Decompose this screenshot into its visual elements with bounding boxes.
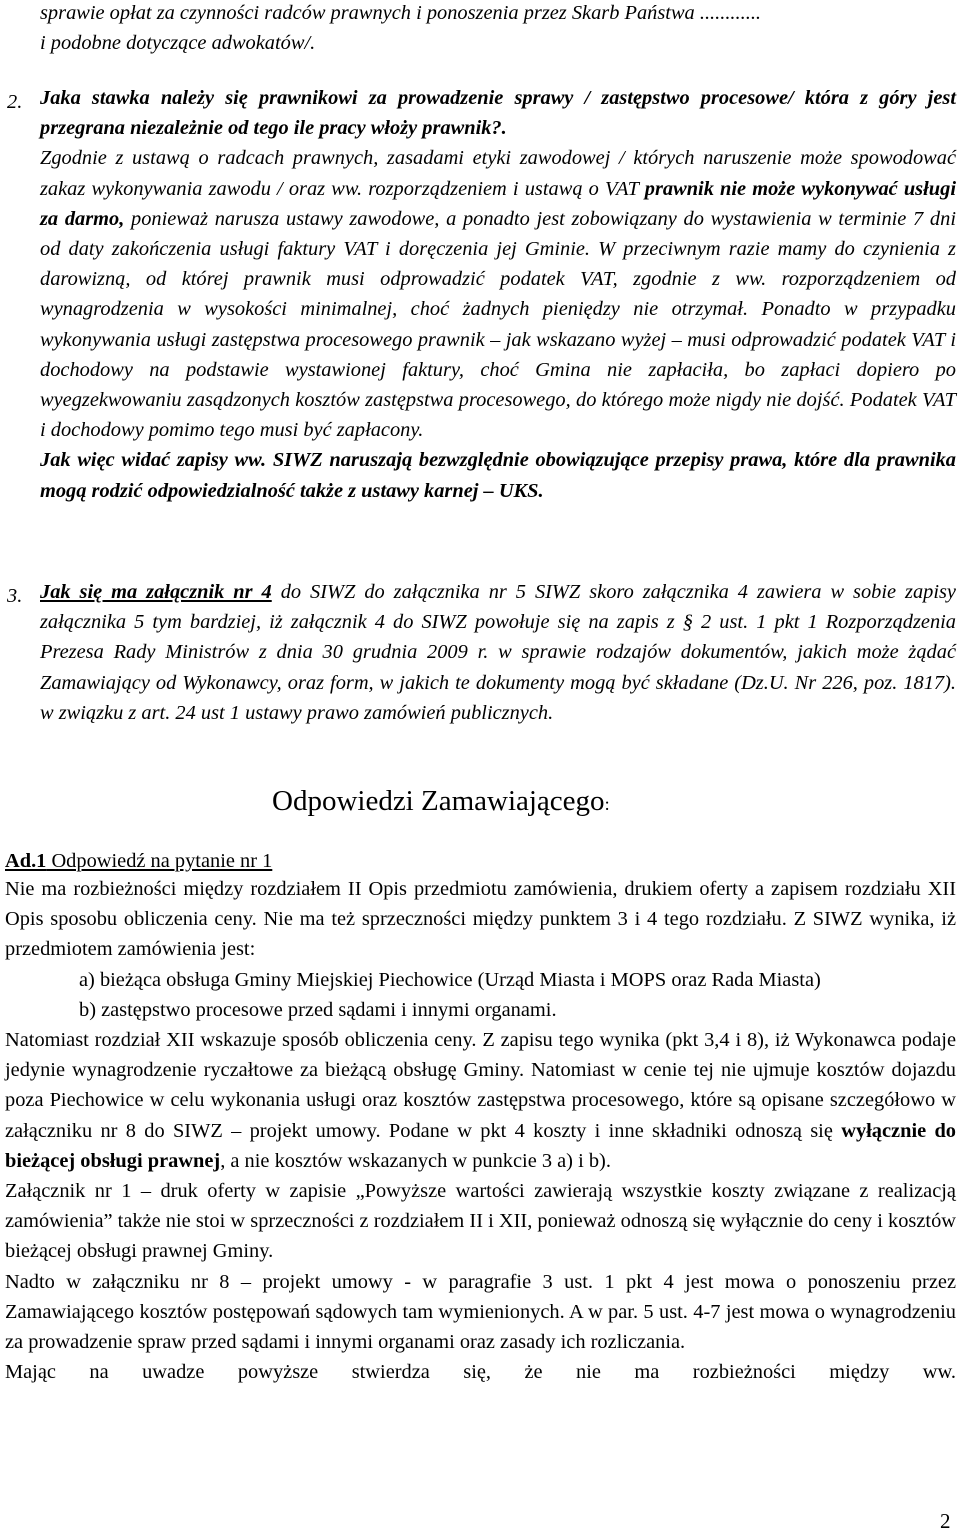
section-heading	[272, 783, 610, 822]
section-heading-text: Odpowiedzi Zamawiającego	[272, 785, 605, 817]
question-2-text-a: Zgodnie z ustawą o radcach prawnych, zasadami etyki zawodowej / których naruszenie może spowodować zakaz wykonywania zawodu / oraz ww. rozporządzeniem i ustawą o VAT	[40, 147, 956, 200]
question-2-title: Jaka stawka należy się prawnikowi za prowadzenie sprawy / zastępstwo procesowe/ która z góry jest przegrana niezależnie od tego ile pracy włoży prawnik?.	[40, 87, 956, 140]
answer-1-p1: Nie ma rozbieżności między rozdziałem II Opis przedmiotu zamówienia, drukiem oferty a zapisem rozdziału XII Opis sposobu obliczenia ceny. Nie ma też sprzeczności między punktem 3 i 4 tego rozdziału. Z SIWZ wynika, iż przedmiotem zamówienia jest:	[5, 878, 956, 961]
answer-1-body	[5, 874, 956, 1387]
page-number: 2	[940, 1509, 951, 1533]
answer-1-p4: Nadto w załączniku nr 8 – projekt umowy - w paragrafie 3 ust. 1 pkt 4 jest mowa o ponoszeniu przez Zamawiającego kosztów postępowań sądowych tam wymienionych. A w par. 5 ust. 4-7 jest mowa o wynagrodzeniu za prowadzenie spraw przed sądami i innymi organami oraz zasady ich rozliczania.	[5, 1270, 956, 1354]
answer-1-title-bold: Ad.1	[5, 850, 47, 872]
question-3-text: do SIWZ do załącznika nr 5 SIWZ skoro załącznika 4 zawiera w sobie zapisy załącznika 5 tym bardziej, iż załącznik 4 do SIWZ powołuje się na zapis z § 2 ust. 1 pkt 1 Rozporządzenia Prezesa Rady Ministrów z dnia 30 grudnia 2009 r. w sprawie rodzajów dokumentów, jakich może żądać Zamawiający od Wykonawcy, oraz form, w jakich te dokumenty mogą być składane (Dz.U. Nr 226, poz. 1817). w związku z art. 24 ust 1 ustawy prawo zamówień publicznych.	[40, 581, 956, 724]
answer-1-p5: Mając na uwadze powyższe stwierdza się, że nie ma rozbieżności między ww.	[5, 1361, 956, 1384]
answer-1-p2-bold: wyłącznie do bieżącej obsługi prawnej	[5, 1119, 956, 1172]
intro-line-1: sprawie opłat za czynności radców prawnych i ponoszenia przez Skarb Państwa ............	[40, 2, 762, 24]
question-2-conclusion: Jak więc widać zapisy ww. SIWZ naruszają bezwzględnie obowiązujące przepisy prawa, które dla prawnika mogą rodzić odpowiedzialność także z ustawy karnej – UKS.	[40, 449, 956, 502]
answer-1-item-a: a) bieżąca obsługa Gminy Miejskiej Piechowice (Urząd Miasta i MOPS oraz Rada Miasta)	[79, 968, 821, 991]
question-3-body	[40, 577, 956, 728]
intro-paragraph	[40, 0, 956, 58]
answer-1-p2	[5, 1025, 956, 1176]
question-2-number: 2.	[7, 91, 23, 113]
answer-1-p3: Załącznik nr 1 – druk oferty w zapisie „Powyższe wartości zawierają wszystkie koszty związane z realizacją zamówienia” także nie stoi w sprzeczności z rozdziałem II i XII, ponieważ odnoszą się wyłącznie do ceny i kosztów bieżącej obsługi prawnej Gminy.	[5, 1180, 956, 1263]
question-3-number: 3.	[7, 585, 23, 607]
answer-1-p2a: Natomiast rozdział XII wskazuje sposób obliczenia ceny. Z zapisu tego wynika (pkt 3,4 i 8), iż Wykonawca podaje jedynie wynagrodzenie ryczałtowe za bieżącą obsługę Gminy. Natomiast w cenie tej nie ujmuje kosztów dojazdu poza Piechowice w celu wykonania usługi oraz kosztów zastępstwa procesowego, które są opisane szczegółowo w załączniku nr 8 do SIWZ – projekt umowy. Podane w pkt 4 koszty i inne składniki odnoszą się	[5, 1029, 956, 1142]
question-2-text-b: ponieważ narusza ustawy zawodowe, a ponadto jest zobowiązany do wystawienia w terminie 7 dni od daty zakończenia usługi faktury VAT i doręczenia jej Gminie. W przeciwnym razie mamy do czynienia z darowizną, od której prawnik musi odprowadzić podatek VAT, zgodnie z ww. rozporządzeniem od wynagrodzenia w wysokości minimalnej, choć żadnych pieniędzy nie otrzymał. Ponadto w przypadku wykonywania usługi zastępstwa procesowego prawnik – jak wskazano wyżej – musi odprowadzić podatek VAT i dochodowy na podstawie wystawionej faktury, choć Gmina nie zapłaciła, bo zapłaci dopiero po wyegzekwowaniu zasądzonych kosztów zastępstwa procesowego, do którego może nigdy nie dojść. Podatek VAT i dochodowy pomimo tego musi być zapłacony.	[40, 207, 956, 442]
question-3	[40, 577, 956, 728]
section-heading-colon: :	[604, 794, 610, 814]
intro-line-2: i podobne dotyczące adwokatów/.	[40, 32, 316, 55]
question-2	[40, 83, 956, 506]
answer-1-p2b: , a nie kosztów wskazanych w punkcie 3 a) i b).	[220, 1149, 611, 1172]
question-2-body	[40, 143, 956, 445]
answer-1-title	[5, 848, 272, 874]
answer-1-item-b: b) zastępstwo procesowe przed sądami i innymi organami.	[79, 998, 557, 1021]
question-2-text-bold: prawnik nie może wykonywać usługi za darmo,	[40, 177, 956, 230]
answer-1-title-rest: Odpowiedź na pytanie nr 1	[46, 850, 273, 872]
question-3-bold: Jak się ma załącznik nr 4	[40, 581, 272, 603]
